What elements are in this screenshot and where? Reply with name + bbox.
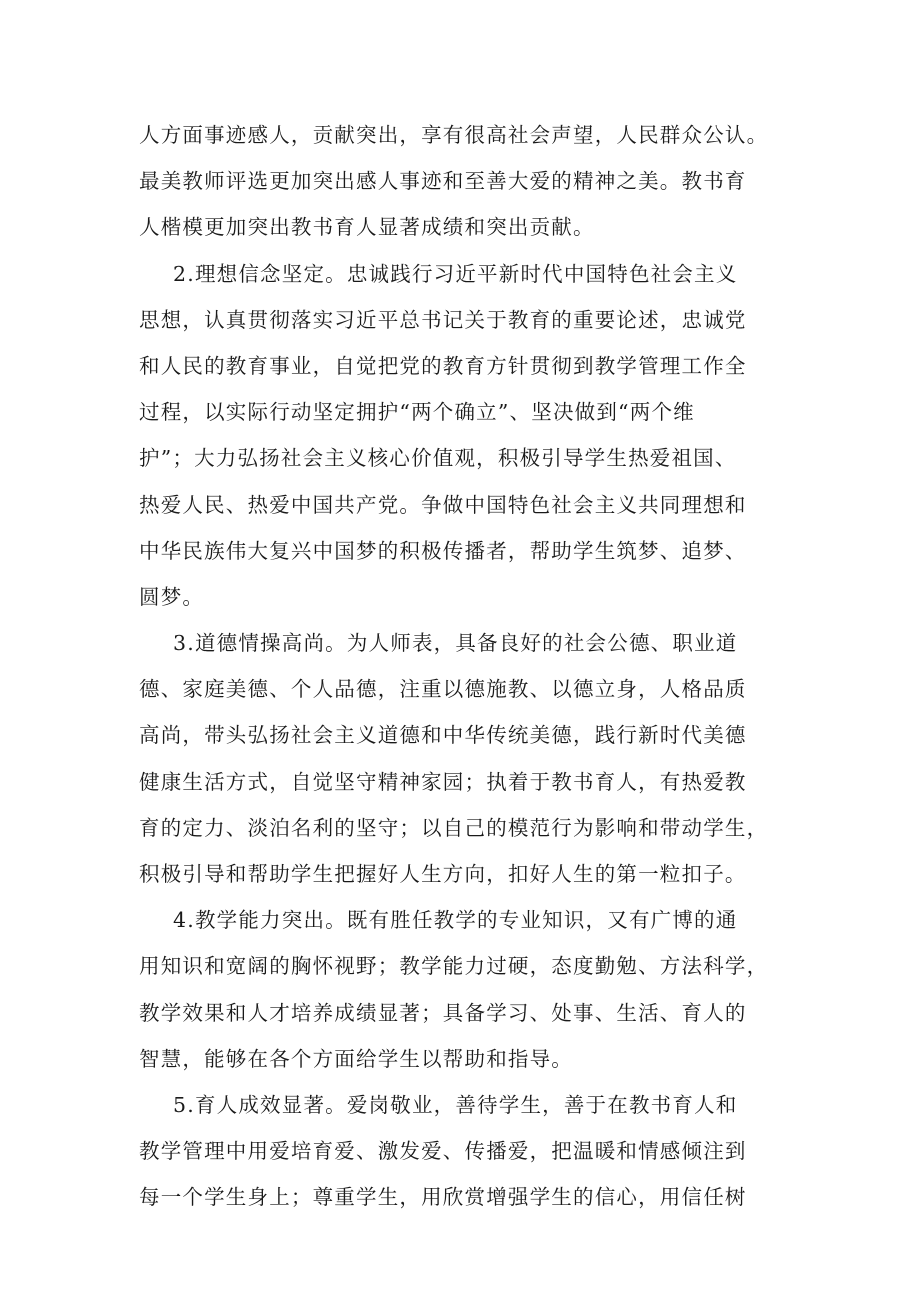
text-line: 教学管理中用爱培育爱、激发爱、传播爱，把温暖和情感倾注到 bbox=[139, 1139, 747, 1164]
body-text bbox=[139, 112, 799, 1221]
text-line: 思想，认真贯彻落实习近平总书记关于教育的重要论述，忠诚党 bbox=[139, 307, 747, 332]
text-line: 热爱人民、热爱中国共产党。争做中国特色社会主义共同理想和 bbox=[139, 492, 747, 517]
text-line: 人方面事迹感人，贡献突出，享有很高社会声望，人民群众公认。 bbox=[139, 123, 769, 147]
text-line: 最美教师评选更加突出感人事迹和至善大爱的精神之美。教书育 bbox=[139, 169, 747, 194]
text-line: 和人民的教育事业，自觉把党的教育方针贯彻到教学管理工作全 bbox=[139, 353, 747, 378]
text-line: 圆梦。 bbox=[139, 584, 205, 609]
text-line: 过程，以实际行动坚定拥护“两个确立”、坚决做到“两个维 bbox=[139, 400, 695, 425]
text-line: 教学效果和人才培养成绩显著；具备学习、处事、生活、育人的 bbox=[139, 1000, 747, 1025]
item-heading-line: 5.育人成效显著。爱岗敬业，善待学生，善于在教书育人和 bbox=[173, 1092, 738, 1117]
text-line: 德、家庭美德、个人品德，注重以德施教、以德立身，人格品质 bbox=[139, 677, 747, 702]
text-line: 积极引导和帮助学生把握好人生方向，扣好人生的第一粒扣子。 bbox=[139, 862, 747, 886]
item-heading-line: 3.道德情操高尚。为人师表，具备良好的社会公德、职业道 bbox=[173, 631, 738, 656]
text-line: 高尚，带头弘扬社会主义道德和中华传统美德，践行新时代美德 bbox=[139, 723, 747, 748]
item-heading-line: 4.教学能力突出。既有胜任教学的专业知识，又有广博的通 bbox=[173, 908, 738, 933]
text-line: 健康生活方式，自觉坚守精神家园；执着于教书育人，有热爱教 bbox=[139, 769, 747, 794]
text-line: 用知识和宽阔的胸怀视野；教学能力过硬，态度勤勉、方法科学， bbox=[139, 954, 769, 979]
text-line: 护”；大力弘扬社会主义核心价值观，积极引导学生热爱祖国、 bbox=[139, 446, 737, 471]
text-line: 人楷模更加突出教书育人显著成绩和突出贡献。 bbox=[139, 215, 595, 240]
text-line: 育的定力、淡泊名利的坚守；以自己的模范行为影响和带动学生， bbox=[139, 815, 769, 840]
item-heading-line: 2.理想信念坚定。忠诚践行习近平新时代中国特色社会主义 bbox=[173, 261, 738, 286]
text-line: 中华民族伟大复兴中国梦的积极传播者，帮助学生筑梦、追梦、 bbox=[139, 538, 747, 563]
text-line: 智慧，能够在各个方面给学生以帮助和指导。 bbox=[139, 1046, 573, 1071]
text-line: 每一个学生身上；尊重学生，用欣赏增强学生的信心，用信任树 bbox=[139, 1185, 747, 1210]
